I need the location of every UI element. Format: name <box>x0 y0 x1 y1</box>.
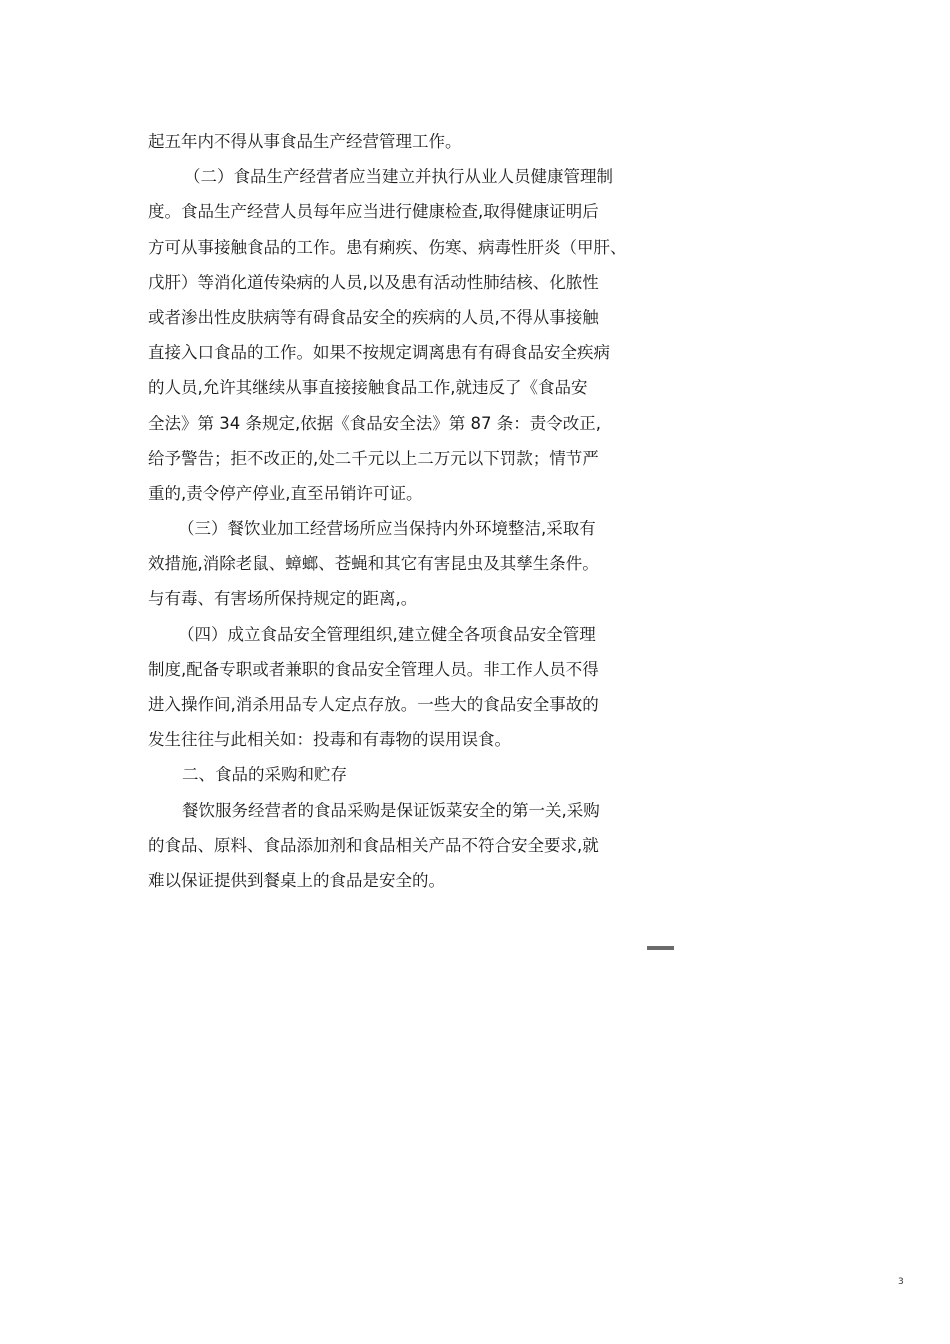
text-line: 给予警告；拒不改正的,处二千元以上二万元以下罚款；情节严 <box>148 448 599 468</box>
paragraph-start-line: （四）成立食品安全管理组织,建立健全各项食品安全管理 <box>178 624 596 644</box>
paragraph-start-line: 餐饮服务经营者的食品采购是保证饭菜安全的第一关,采购 <box>182 800 600 820</box>
text-line: 起五年内不得从事食品生产经营管理工作。 <box>148 132 462 151</box>
text-line: 制度,配备专职或者兼职的食品安全管理人员。非工作人员不得 <box>148 659 599 679</box>
text-line: 的人员,允许其继续从事直接接触食品工作,就违反了《食品安 <box>148 378 588 398</box>
text-line: 戊肝）等消化道传染病的人员,以及患有活动性肺结核、化脓性 <box>148 272 599 292</box>
section-heading: 二、食品的采购和贮存 <box>182 765 347 785</box>
text-line: 全法》第 34 条规定,依据《食品安全法》第 87 条：责令改正, <box>148 413 601 433</box>
text-line: 进入操作间,消杀用品专人定点存放。一些大的食品安全事故的 <box>148 695 599 714</box>
text-line: 发生往往与此相关如：投毒和有毒物的误用误食。 <box>148 730 511 750</box>
paragraph-start-line: （二）食品生产经营者应当建立并执行从业人员健康管理制 <box>184 167 613 187</box>
text-line: 的食品、原料、食品添加剂和食品相关产品不符合安全要求,就 <box>148 835 599 855</box>
text-line: 与有毒、有害场所保持规定的距离,。 <box>148 589 418 609</box>
body-text <box>148 124 627 898</box>
text-line: 或者渗出性皮肤病等有碍食品安全的疾病的人员,不得从事接触 <box>148 307 599 327</box>
text-line: 重的,责令停产停业,直至吊销许可证。 <box>148 483 423 503</box>
text-line: 直接入口食品的工作。如果不按规定调离患有有碍食品安全疾病 <box>148 343 610 363</box>
dash-mark <box>647 946 674 950</box>
text-line: 效措施,消除老鼠、蟑螂、苍蝇和其它有害昆虫及其孳生条件。 <box>148 554 599 574</box>
page-number: 3 <box>898 1277 904 1287</box>
text-line: 方可从事接触食品的工作。患有痢疾、伤寒、病毒性肝炎（甲肝、 <box>148 237 627 257</box>
text-line: 难以保证提供到餐桌上的食品是安全的。 <box>148 870 445 890</box>
text-line: 度。食品生产经营人员每年应当进行健康检查,取得健康证明后 <box>148 202 599 222</box>
paragraph-start-line: （三）餐饮业加工经营场所应当保持内外环境整洁,采取有 <box>178 519 596 539</box>
